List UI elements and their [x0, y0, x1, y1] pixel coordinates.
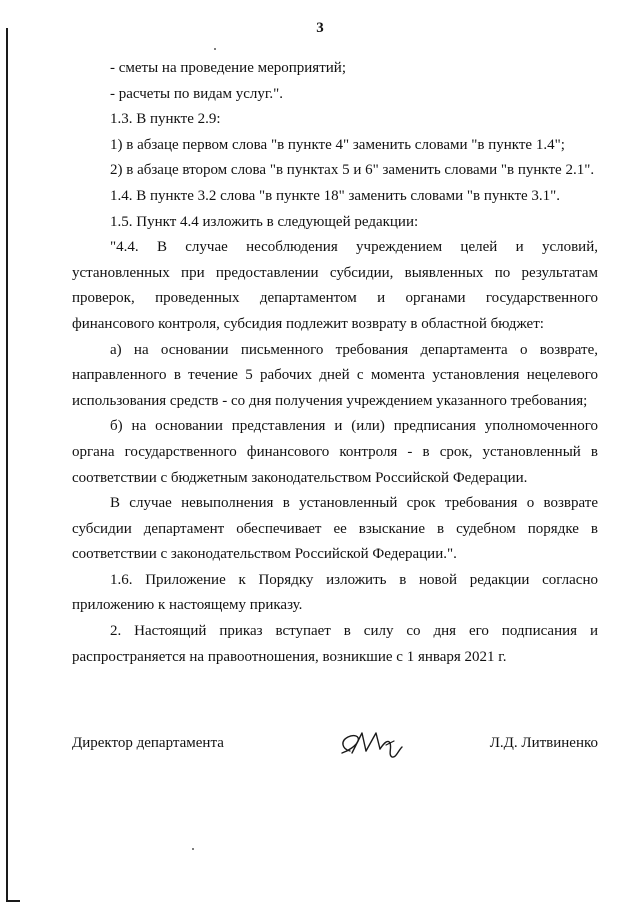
text-line: 2. Настоящий приказ вступает в силу со дня его подписания и	[110, 623, 598, 640]
text-line: установленных при предоставлении субсидии, выявленных по результатам	[72, 264, 598, 281]
scan-speck	[214, 48, 216, 50]
text-line: субсидии департамент обеспечивает ее взыскание в судебном порядке в	[72, 520, 598, 537]
signature-block	[72, 727, 598, 767]
text-line: - расчеты по видам услуг.".	[110, 85, 283, 102]
text-line: "4.4. В случае несоблюдения учреждением целей и условий,	[110, 239, 598, 256]
scan-bottom-border	[6, 900, 20, 902]
page-number: 3	[316, 20, 324, 36]
text-line: б) на основании представления и (или) предписания уполномоченного	[110, 418, 598, 435]
scan-speck	[192, 848, 194, 850]
signatory-position: Директор департамента	[72, 735, 224, 751]
text-line: 1.4. В пункте 3.2 слова "в пункте 18" заменить словами "в пункте 3.1".	[110, 187, 561, 204]
text-line: 1.6. Приложение к Порядку изложить в новой редакции согласно	[110, 571, 598, 588]
text-line: финансового контроля, субсидия подлежит возврату в областной бюджет:	[72, 315, 544, 332]
text-line: использования средств - со дня получения учреждением указанного требования;	[72, 392, 588, 409]
text-line: 2) в абзаце втором слова "в пунктах 5 и 6" заменить словами "в пункте 2.1".	[110, 162, 595, 179]
text-line: соответствии с законодательством Российской Федерации.".	[72, 546, 457, 563]
document-body	[72, 56, 598, 670]
signatory-name: Л.Д. Литвиненко	[489, 735, 598, 751]
text-line: 1.3. В пункте 2.9:	[110, 111, 221, 128]
scan-left-border	[6, 28, 8, 902]
text-line: приложению к настоящему приказу.	[72, 597, 303, 614]
text-line: В случае невыполнения в установленный срок требования о возврате	[110, 495, 598, 512]
text-line: проверок, проведенных департаментом и органами государственного	[72, 290, 598, 307]
text-line: органа государственного финансового контроля - в срок, установленный в	[72, 443, 598, 460]
text-line: а) на основании письменного требования департамента о возврате,	[110, 341, 598, 358]
text-line: распространяется на правоотношения, возникшие с 1 января 2021 г.	[72, 648, 507, 665]
text-line: соответствии с бюджетным законодательством Российской Федерации.	[72, 469, 528, 486]
text-line: - сметы на проведение мероприятий;	[110, 60, 346, 76]
text-line: 1) в абзаце первом слова "в пункте 4" заменить словами "в пункте 1.4";	[110, 136, 565, 153]
text-line: направленного в течение 5 рабочих дней с момента установления нецелевого	[72, 367, 598, 384]
text-line: 1.5. Пункт 4.4 изложить в следующей редакции:	[110, 213, 419, 230]
handwritten-signature	[336, 727, 406, 761]
